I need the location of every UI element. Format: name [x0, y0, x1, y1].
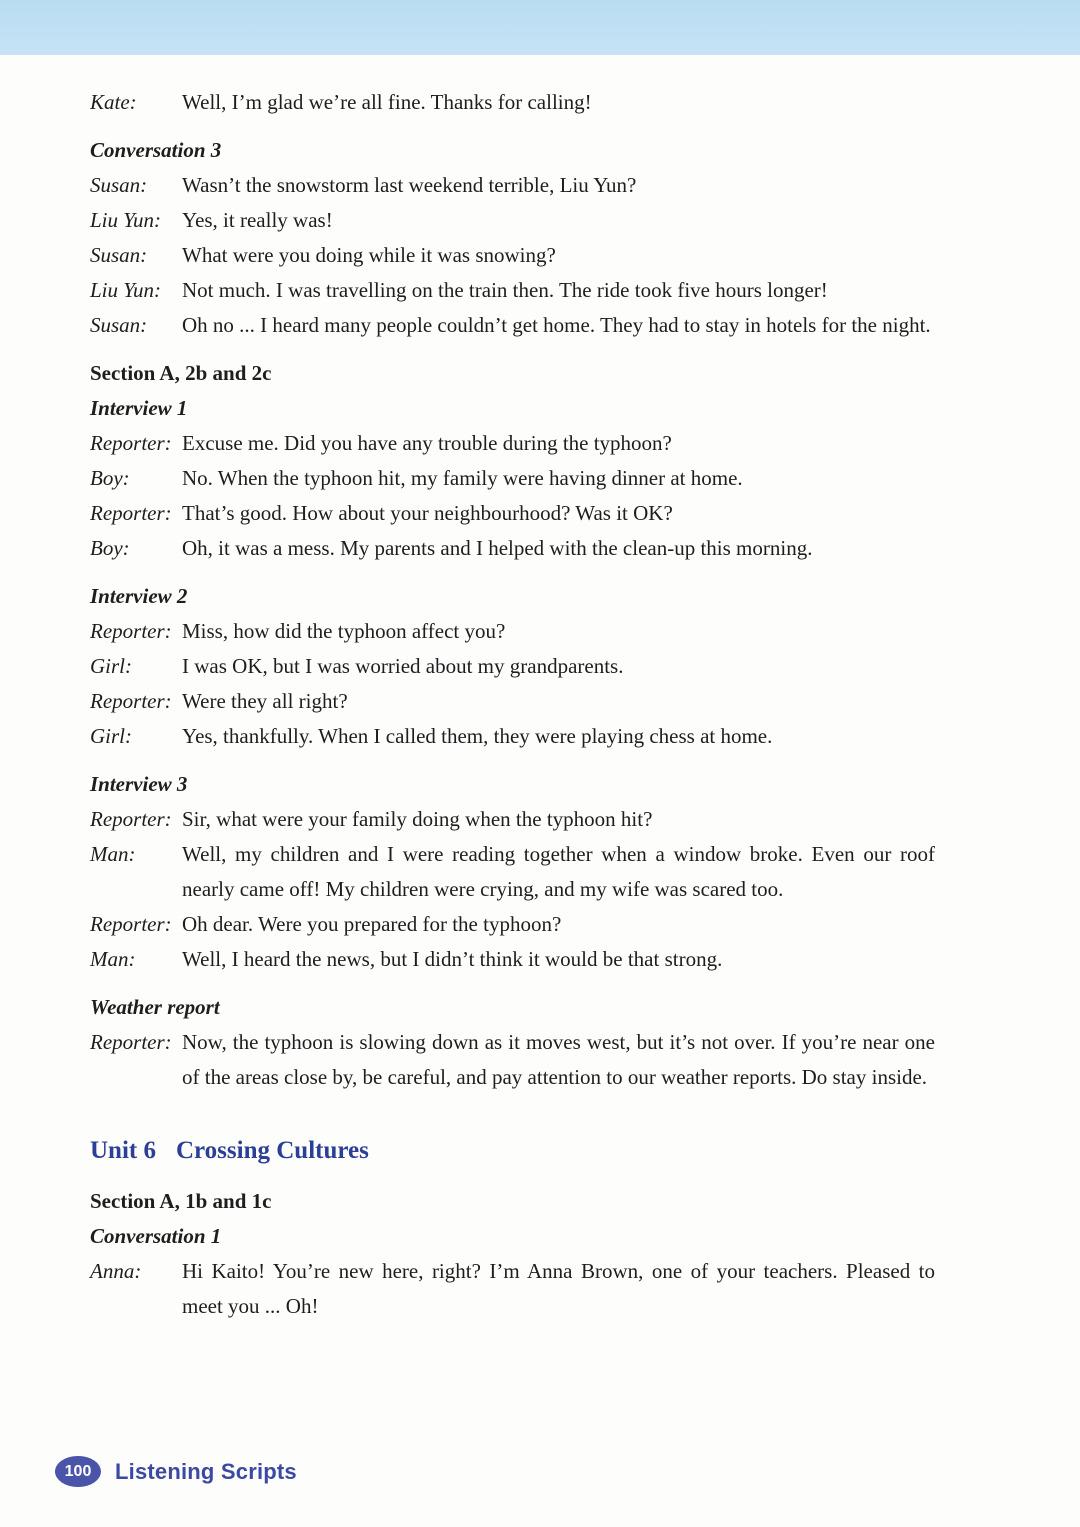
dialogue-line [90, 907, 935, 942]
speaker-label: Girl: [90, 654, 132, 678]
speaker-label: Anna: [90, 1259, 142, 1283]
dialogue-text: Not much. I was travelling on the train then. The ride took five hours longer! [182, 278, 828, 302]
dialogue-text: Yes, thankfully. When I called them, they were playing chess at home. [182, 724, 773, 748]
dialogue-line [90, 308, 935, 343]
speaker-label: Susan: [90, 173, 148, 197]
speaker-label: Susan: [90, 243, 148, 267]
weather-report-heading: Weather report [90, 995, 220, 1019]
dialogue-text: Were they all right? [182, 689, 348, 713]
conversation-heading: Conversation 1 [90, 1224, 222, 1248]
dialogue-line [90, 942, 935, 977]
speaker-label: Boy: [90, 536, 130, 560]
dialogue-text: What were you doing while it was snowing? [182, 243, 556, 267]
dialogue-text: That’s good. How about your neighbourhood? Was it OK? [182, 501, 673, 525]
dialogue-line [90, 273, 935, 308]
speaker-label: Girl: [90, 724, 132, 748]
dialogue-text: Now, the typhoon is slowing down as it moves west, but it’s not over. If you’re near one of the areas close by, be careful, and pay attention to our weather reports. Do stay inside. [182, 1030, 935, 1089]
page-header-band [0, 0, 1080, 55]
dialogue-text: I was OK, but I was worried about my grandparents. [182, 654, 624, 678]
interview-heading: Interview 1 [90, 396, 188, 420]
dialogue-line [90, 1254, 935, 1324]
speaker-label: Reporter: [90, 501, 172, 525]
dialogue-line [90, 802, 935, 837]
dialogue-line [90, 426, 935, 461]
dialogue-text: No. When the typhoon hit, my family were having dinner at home. [182, 466, 743, 490]
speaker-label: Kate: [90, 90, 137, 114]
dialogue-text: Miss, how did the typhoon affect you? [182, 619, 506, 643]
page-number-badge: 100 [55, 1456, 101, 1487]
speaker-label: Susan: [90, 313, 148, 337]
speaker-label: Reporter: [90, 689, 172, 713]
dialogue-text: Oh no ... I heard many people couldn’t get home. They had to stay in hotels for the night. [182, 313, 931, 337]
speaker-label: Reporter: [90, 1030, 172, 1054]
dialogue-line [90, 461, 935, 496]
speaker-label: Liu Yun: [90, 278, 162, 302]
dialogue-line [90, 531, 935, 566]
dialogue-line [90, 85, 935, 120]
speaker-label: Liu Yun: [90, 208, 162, 232]
dialogue-line [90, 614, 935, 649]
dialogue-text: Excuse me. Did you have any trouble during the typhoon? [182, 431, 672, 455]
dialogue-line [90, 168, 935, 203]
dialogue-text: Well, my children and I were reading together when a window broke. Even our roof nearly came off! My children were crying, and my wife was scared too. [182, 842, 935, 901]
dialogue-line [90, 719, 935, 754]
interview-heading: Interview 2 [90, 584, 188, 608]
dialogue-line [90, 837, 935, 907]
dialogue-line [90, 203, 935, 238]
speaker-label: Reporter: [90, 619, 172, 643]
dialogue-text: Oh, it was a mess. My parents and I helped with the clean-up this morning. [182, 536, 813, 560]
footer-title: Listening Scripts [115, 1458, 297, 1484]
speaker-label: Reporter: [90, 431, 172, 455]
dialogue-text: Oh dear. Were you prepared for the typhoon? [182, 912, 562, 936]
interview-heading: Interview 3 [90, 772, 188, 796]
unit-number: Unit 6 [90, 1137, 156, 1164]
dialogue-text: Hi Kaito! You’re new here, right? I’m Anna Brown, one of your teachers. Pleased to meet you ... Oh! [182, 1259, 935, 1318]
page-footer [55, 1456, 297, 1487]
dialogue-text: Sir, what were your family doing when the typhoon hit? [182, 807, 653, 831]
dialogue-text: Wasn’t the snowstorm last weekend terrible, Liu Yun? [182, 173, 637, 197]
speaker-label: Reporter: [90, 912, 172, 936]
speaker-label: Boy: [90, 466, 130, 490]
dialogue-text: Yes, it really was! [182, 208, 333, 232]
section-heading: Section A, 2b and 2c [90, 361, 272, 385]
conversation-heading: Conversation 3 [90, 138, 222, 162]
section-heading: Section A, 1b and 1c [90, 1189, 272, 1213]
dialogue-line [90, 684, 935, 719]
speaker-label: Reporter: [90, 807, 172, 831]
listening-script-content [90, 85, 935, 1324]
unit-title [90, 1131, 935, 1171]
dialogue-line [90, 238, 935, 273]
speaker-label: Man: [90, 842, 136, 866]
dialogue-line [90, 1025, 935, 1095]
dialogue-line [90, 496, 935, 531]
dialogue-line [90, 649, 935, 684]
unit-name: Crossing Cultures [175, 1137, 369, 1164]
dialogue-text: Well, I heard the news, but I didn’t think it would be that strong. [182, 947, 723, 971]
dialogue-text: Well, I’m glad we’re all fine. Thanks for calling! [182, 90, 592, 114]
speaker-label: Man: [90, 947, 136, 971]
